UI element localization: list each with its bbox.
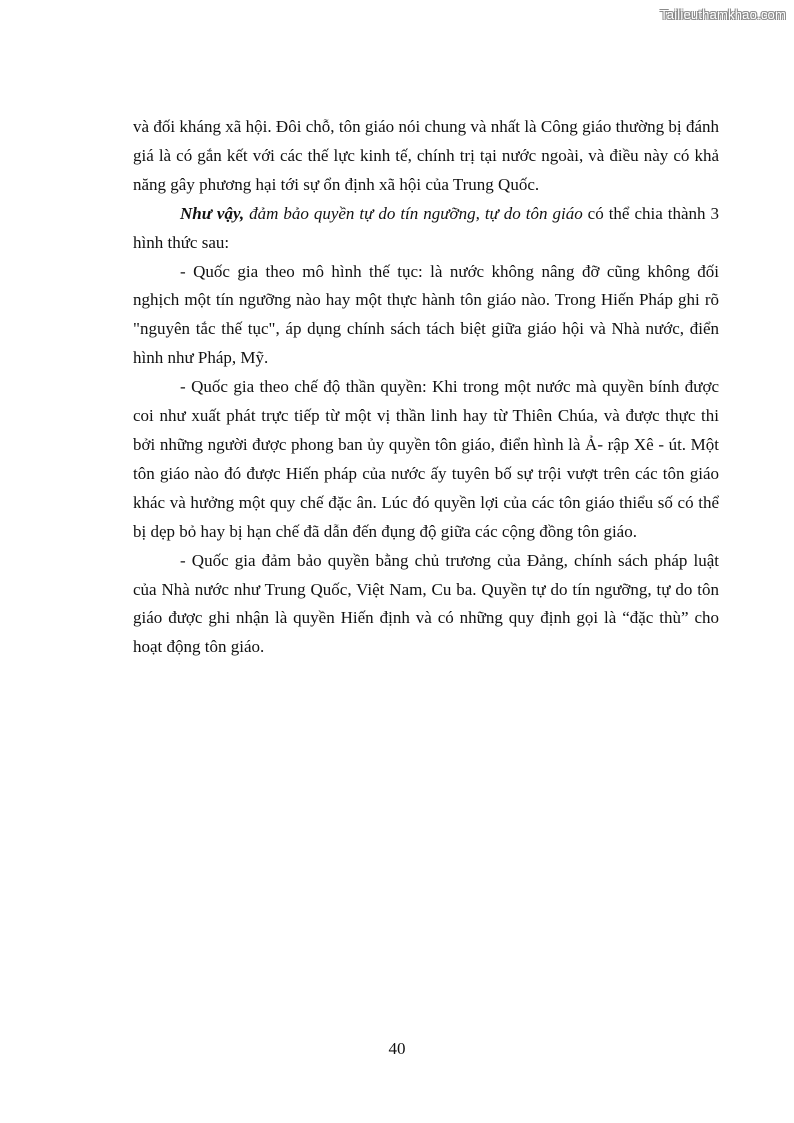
paragraph-2-rest: có thể chia thành 3 hình thức sau:	[133, 203, 719, 252]
paragraph-2-lead: Như vậy,	[180, 203, 245, 223]
paragraph-1: và đối kháng xã hội. Đôi chỗ, tôn giáo nói chung và nhất là Công giáo thường bị đánh giá là có gắn kết với các thế lực kinh tế, chính trị tại nước ngoài, và điều này có khả năng gây phương hại tới sự ổn định xã hội của Trung Quốc.	[133, 117, 719, 194]
paragraph-2	[133, 200, 719, 258]
page-number: 40	[388, 1039, 406, 1058]
paragraph-secular-model: - Quốc gia theo mô hình thế tục: là nước không nâng đỡ cũng không đối nghịch một tín ngưỡng nào hay một thực hành tôn giáo nào. Trong Hiến Pháp ghi rõ "nguyên tắc thế tục", áp dụng chính sách tách biệt giữa giáo hội và Nhà nước, điển hình như Pháp, Mỹ.	[133, 261, 719, 368]
paragraph-theocracy-model: - Quốc gia theo chế độ thần quyền: Khi trong một nước mà quyền bính được coi như xuất phát trực tiếp từ một vị thần linh hay từ Thiên Chúa, và được thực thi bởi những người được phong ban ủy quyền tôn giáo, điển hình là Ả- rập Xê - út. Một tôn giáo nào đó được Hiến pháp của nước ấy tuyên bố sự trội vượt trên các tôn giáo khác và hưởng một quy chế đặc ân. Lúc đó quyền lợi của các tôn giáo thiểu số có thể bị dẹp bỏ hay bị hạn chế đã dẫn đến đụng độ giữa các cộng đồng tôn giáo.	[133, 377, 719, 541]
paragraph-party-policy-model: - Quốc gia đảm bảo quyền bằng chủ trương của Đảng, chính sách pháp luật của Nhà nước như Trung Quốc, Việt Nam, Cu ba. Quyền tự do tín ngưỡng, tự do tôn giáo được ghi nhận là quyền Hiến định và có những quy định gọi là “đặc thù” cho hoạt động tôn giáo.	[133, 550, 719, 657]
document-body	[133, 113, 719, 662]
watermark: Tailieuthamkhao.com	[660, 7, 786, 22]
paragraph-2-emphasis: đảm bảo quyền tự do tín ngưỡng, tự do tôn giáo	[244, 203, 583, 223]
